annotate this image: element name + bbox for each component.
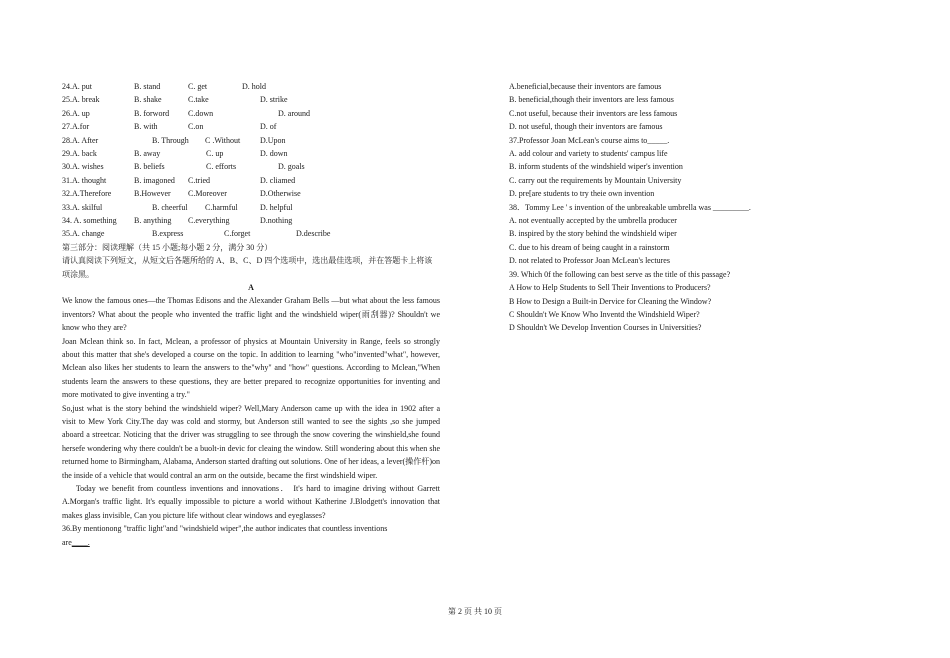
question-line: C. due to his dream of being caught in a rainstorm: [509, 242, 670, 252]
option-c: C .Without: [205, 135, 241, 145]
option-c: C. efforts: [206, 162, 237, 172]
cloze-option-row: [62, 227, 440, 240]
option-d: D. of: [260, 122, 277, 132]
option-a: 34. A. something: [62, 215, 117, 225]
question-line: C Shouldn't We Know Who Inventd the Windshield Wiper?: [509, 309, 700, 319]
question-36-stem-end: are: [62, 537, 72, 547]
passage-paragraph: So,just what is the story behind the windshield wiper? Well,Mary Anderson came up with the idea in 1902 after a visit to Mew York City.The day was cold and stormy, but Anderson still wanted to see the sights ,so she jumped aboard a streetcar. Noticing that the driver was struggling to see through the snow covering the winshield,she found hersefe wondering why there couldn't be a buolt-in devic for cleaing the window. Still wondering about this when she returned home to Birmingham, Alabama, Anderson started drafting out solutions. One of her ideas, a lever(操作杆)on the inside of a vehicle that would contral an arm on the outside, became the first windshield wiper.: [62, 403, 440, 480]
option-a: 32.A.Therefore: [62, 189, 112, 199]
option-d: D. helpful: [260, 202, 293, 212]
right-column: [509, 80, 889, 335]
option-b: B. cheerful: [152, 202, 188, 212]
question-line: D. not useful, though their inventors are famous: [509, 122, 663, 132]
option-a: 27.A.for: [62, 122, 90, 132]
option-b: B. shake: [134, 95, 162, 105]
cloze-option-row: [62, 214, 440, 227]
question-line: A. add colour and variety to students' campus life: [509, 149, 668, 159]
section-heading: 第三部分：阅读理解（共 15 小题;每小题 2 分，满分 30 分）: [62, 242, 273, 252]
option-d: D. goals: [278, 162, 305, 172]
answer-blank: ____.: [71, 537, 90, 547]
option-d: D.nothing: [260, 215, 293, 225]
option-c: C.Moreover: [188, 189, 227, 199]
option-b: B. away: [134, 148, 161, 158]
option-a: 25.A. break: [62, 95, 100, 105]
option-c: C.tried: [188, 175, 210, 185]
page-footer: 第 2 页 共 10 页: [448, 607, 502, 616]
option-b: B. forword: [134, 108, 170, 118]
option-d: D. down: [260, 148, 288, 158]
option-a: 24.A. put: [62, 82, 92, 91]
passage-paragraph: We know the famous ones—the Thomas Edisons and the Alexander Graham Bells —but what about the less famous inventors? What about the people who invented the traffic light and the windshield wiper(雨刮器)? Shouldn't we know who they are?: [62, 296, 440, 333]
cloze-option-row: [62, 201, 440, 214]
question-line: D. pre[are students to try theie own invention: [509, 189, 655, 199]
question-line: C. carry out the requirements by Mountain University: [509, 175, 682, 185]
question-line: 39. Which 0f the following can best serve as the title of this passage?: [509, 269, 731, 279]
question-36-continuation: [62, 536, 440, 549]
option-b: B. Through: [152, 135, 189, 145]
cloze-option-row: [62, 160, 440, 173]
option-c: C.forget: [224, 229, 251, 239]
question-line: A How to Help Students to Sell Their Inventions to Producers?: [509, 283, 711, 293]
option-b: B. imagoned: [134, 175, 175, 185]
question-line: 38．Tommy Lee ' s invention of the unbreakable umbrella was _________.: [509, 202, 751, 212]
passage-title: A: [248, 282, 254, 292]
question-line: A.beneficial,because their inventors are famous: [509, 82, 662, 91]
option-a: 29.A. back: [62, 148, 97, 158]
option-a: 30.A. wishes: [62, 162, 104, 172]
option-b: B.express: [152, 229, 184, 239]
cloze-options: [62, 80, 440, 241]
question-lines: [509, 80, 889, 335]
question-line: A. not eventually accepted by the umbrella producer: [509, 216, 677, 226]
cloze-option-row: [62, 174, 440, 187]
question-line: B. beneficial,though their inventors are less famous: [509, 95, 674, 105]
option-d: D. around: [278, 108, 310, 118]
option-b: B. stand: [134, 82, 161, 91]
option-a: 35.A. change: [62, 229, 105, 239]
option-b: B.However: [134, 189, 171, 199]
option-d: D.Otherwise: [260, 189, 301, 199]
cloze-option-row: [62, 120, 440, 133]
passage-paragraph: Today we benefit from countless inventions and innovations． It's hard to imagine driving without Garrett A.Morgan's traffic light. It's equally impossible to picture a world without Katherine J.Blodgett's innovation that makes glass invisible, Can you picture life without clear windows and eyeglasses?: [62, 484, 442, 520]
option-b: B. beliefs: [134, 162, 165, 172]
question-36-text: 36.By mentionong "traffic light"and "windshield wiper",the author indicates that countless inventions: [62, 524, 388, 534]
option-b: B. anything: [134, 215, 172, 225]
left-column: [62, 80, 440, 549]
cloze-option-row: [62, 134, 440, 147]
question-line: B. inspired by the story behind the windshield wiper: [509, 229, 677, 239]
option-c: C. get: [188, 82, 208, 91]
question-line: D Shouldn't We Develop Invention Courses in Universities?: [509, 323, 702, 333]
section-instruction: 请认真阅读下列短文，从短文后各题所给的 A、B、C、D 四个选项中，选出最佳选项，并在答题卡上将该项涂黑。: [62, 256, 433, 279]
option-c: C.down: [188, 108, 214, 118]
cloze-option-row: [62, 80, 440, 93]
option-d: D. hold: [242, 82, 266, 91]
question-line: B How to Design a Built-in Dervice for Cleaning the Window?: [509, 296, 712, 306]
option-a: 33.A. skilful: [62, 202, 103, 212]
question-line: 37.Professor Joan McLean's course aims to_____.: [509, 135, 670, 145]
cloze-option-row: [62, 93, 440, 106]
question-36-stem: [62, 522, 440, 535]
option-d: D.Upon: [260, 135, 286, 145]
question-line: D. not related to Professor Joan McLean's lectures: [509, 256, 670, 266]
cloze-option-row: [62, 107, 440, 120]
option-d: D. cliamed: [260, 175, 296, 185]
option-a: 28.A. After: [62, 135, 99, 145]
question-line: B. inform students of the windshield wiper's invention: [509, 162, 683, 172]
option-c: C.on: [188, 122, 204, 132]
option-c: C. up: [206, 148, 224, 158]
cloze-option-row: [62, 147, 440, 160]
option-c: C.everything: [188, 215, 230, 225]
option-d: D.describe: [296, 229, 331, 239]
cloze-option-row: [62, 187, 440, 200]
option-c: C.harmful: [205, 202, 238, 212]
option-b: B. with: [134, 122, 158, 132]
passage-paragraph: Joan Mclean think so. In fact, Mclean, a professor of physics at Mountain University in Range, feels so strongly about this matter that she's developed a course on the topic. In addition to learning "who"invented"what", however, Mclean also likes her students to learn the answers to the"why" and "how" questions. According to Mclean,"When students learn the answers to these questions, they are better prepared to recognize opportunities for inventing and more motivated to give inventing a try.": [62, 336, 440, 400]
option-a: 31.A. thought: [62, 175, 107, 185]
question-line: C.not useful, because their inventors are less famous: [509, 108, 678, 118]
option-a: 26.A. up: [62, 108, 90, 118]
option-d: D. strike: [260, 95, 288, 105]
option-c: C.take: [188, 95, 209, 105]
